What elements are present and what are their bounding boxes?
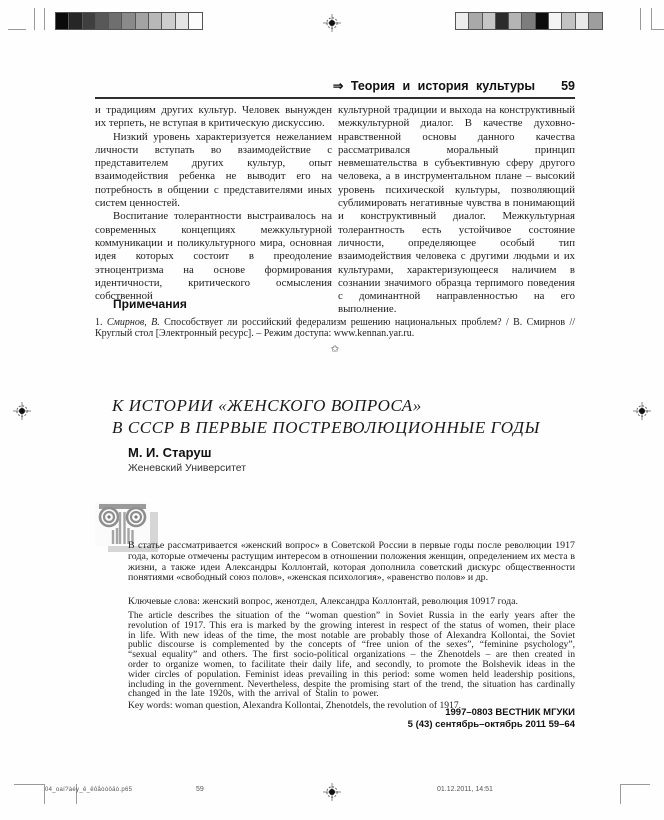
notes-heading: Примечания	[113, 297, 187, 311]
trim-mark-top-left-h	[8, 29, 26, 30]
arrow-icon: ⇒	[332, 79, 344, 93]
keywords-russian: Ключевые слова: женский вопрос, женотдел, Александра Коллонтай, революция 10917 года.	[128, 596, 518, 607]
registration-crosshair-top-icon	[323, 14, 341, 32]
running-head-section: ⇒ Теория и история культуры	[332, 79, 536, 93]
calibration-square	[176, 13, 189, 29]
footnote-text: Способствует ли российский федерализм решению национальных проблем? / В. Смирнов // Круглый стол [Электронный ресурс]. – Режим доступа: www.kennan.yar.ru.	[95, 317, 575, 340]
abstract-russian: В статье рассматривается «женский вопрос» в Советской России в первые годы после революции 1917 года, которые отмечены растущим интересом в отношении положения женщин, определением их места в жизни, а также идеи Александры Коллонтай, которая дополнила советский дискурс общественности понятиями «свободный союз полов», «женская психология», «равенство полов» и др.	[128, 540, 575, 584]
running-head	[95, 78, 575, 93]
body-column-left	[95, 104, 332, 303]
footer-issn-line: 1997–0803 ВЕСТНИК МГУКИ	[445, 707, 575, 718]
calibration-square	[149, 13, 162, 29]
paragraph: и традициям других культур. Человек вынужден их терпеть, не вступая в критическую дискуссию.	[95, 104, 332, 130]
grayscale-calibration-strip-right	[455, 12, 603, 30]
calibration-square	[122, 13, 135, 29]
abstract-english: The article describes the situation of the “woman question” in Soviet Russia in the early years after the revolution of 1917. This era is marked by the growing interest in respect of the status of women, their place in life. With new ideas of the time, the most notable are probably those of Alexandra Kollontai, the Soviet public discourse is complemented by the concepts of “free union of the sexes”, “feminine psychology”, “sexual equality” and others. The first socio-political organizations – the Zhenotdels – are then created in order to organize women, to facilitate their daily life, and secondly, to promote the Bolshevik ideas in the wider circles of population. Feminist ideas prevailing in this period: some women held leadership positions, including in the government. Nevertheless, despite the promising start of the trend, the situation has cardinally changed in the late 1920s, with the arrival of Stalin to power.	[128, 610, 575, 700]
calibration-square	[549, 13, 562, 29]
article-title-line1: К ИСТОРИИ «ЖЕНСКОГО ВОПРОСА»	[112, 396, 422, 415]
calibration-square	[136, 13, 149, 29]
keywords-english: Key words: woman question, Alexandra Kollontai, Zhenotdels, the revolution of 1917.	[128, 700, 462, 711]
footnote	[95, 317, 575, 339]
trim-mark-top-right-h	[652, 29, 664, 30]
footnote-number: 1.	[95, 317, 107, 328]
body-column-right	[338, 104, 575, 317]
print-datetime: 01.12.2011, 14:51	[437, 786, 493, 793]
footnote-author: Смирнов, В.	[106, 317, 160, 328]
print-info-row	[0, 785, 664, 805]
author-name: М. И. Старуш	[128, 445, 212, 460]
footer-issue-line: 5 (43) сентябрь–октябрь 2011 59–64	[407, 719, 575, 730]
trim-mark-top-left-v1	[34, 8, 35, 30]
paragraph: Воспитание толерантности выстраивалось на современных концепциях межкультурной коммуникации и поликультурного мира, основная идея которых состоит в преодоление этноцентризма на основе формирования идентичности, критического осмысления собственной	[95, 210, 332, 303]
calibration-square	[576, 13, 589, 29]
print-page-number: 59	[196, 786, 204, 793]
journal-footer	[95, 707, 575, 731]
trim-mark-top-left-v2	[44, 8, 45, 30]
calibration-square	[69, 13, 82, 29]
calibration-square	[469, 13, 482, 29]
page-number: 59	[561, 79, 575, 93]
star-divider-icon: ✩	[330, 344, 340, 355]
calibration-square	[589, 13, 602, 29]
article-title-line2: В СССР В ПЕРВЫЕ ПОСТРЕВОЛЮЦИОННЫЕ ГОДЫ	[112, 418, 541, 437]
paragraph: Низкий уровень характеризуется нежеланием личности вступать во взаимодействие с представителем других культур, опыт взаимодействия ребенка не выводит его на потребность в общении с представителями иных систем ценностей.	[95, 130, 332, 210]
author-affiliation: Женевский Университет	[128, 462, 247, 474]
trim-mark-top-right-v1	[640, 8, 641, 30]
calibration-square	[109, 13, 122, 29]
calibration-square	[483, 13, 496, 29]
paragraph: культурной традиции и выхода на конструктивный межкультурной диалог. В качестве духовно-нравственной основы данного качества рассматривался моральный принцип невмешательства в субъективную сферу другого человека, а в инструментальном плане – высокий уровень психической культуры, позволяющий сублимировать негативные чувства в понимающий и конструктивный диалог. Межкультурная толерантность есть устойчивое состояние личности, определяющее особый тип взаимодействия человека с другими людьми и их культурами, характеризующееся наличием в сознании значимого образца терпимого поведения с доминантной направленностью на его выполнение.	[338, 104, 575, 316]
calibration-square	[83, 13, 96, 29]
calibration-square	[536, 13, 549, 29]
calibration-square	[456, 13, 469, 29]
calibration-square	[562, 13, 575, 29]
calibration-square	[189, 13, 202, 29]
grayscale-calibration-strip-left	[55, 12, 203, 30]
header-rule	[95, 97, 575, 99]
trim-mark-top-right-v2	[651, 8, 652, 30]
calibration-square	[96, 13, 109, 29]
calibration-square	[162, 13, 175, 29]
registration-crosshair-left-icon	[13, 402, 31, 420]
registration-crosshair-right-icon	[633, 402, 651, 420]
print-filename: 04_oaí?àéy_ê_êôåòòôäò.p65	[45, 787, 133, 793]
calibration-square	[496, 13, 509, 29]
calibration-square	[522, 13, 535, 29]
calibration-square	[56, 13, 69, 29]
calibration-square	[509, 13, 522, 29]
